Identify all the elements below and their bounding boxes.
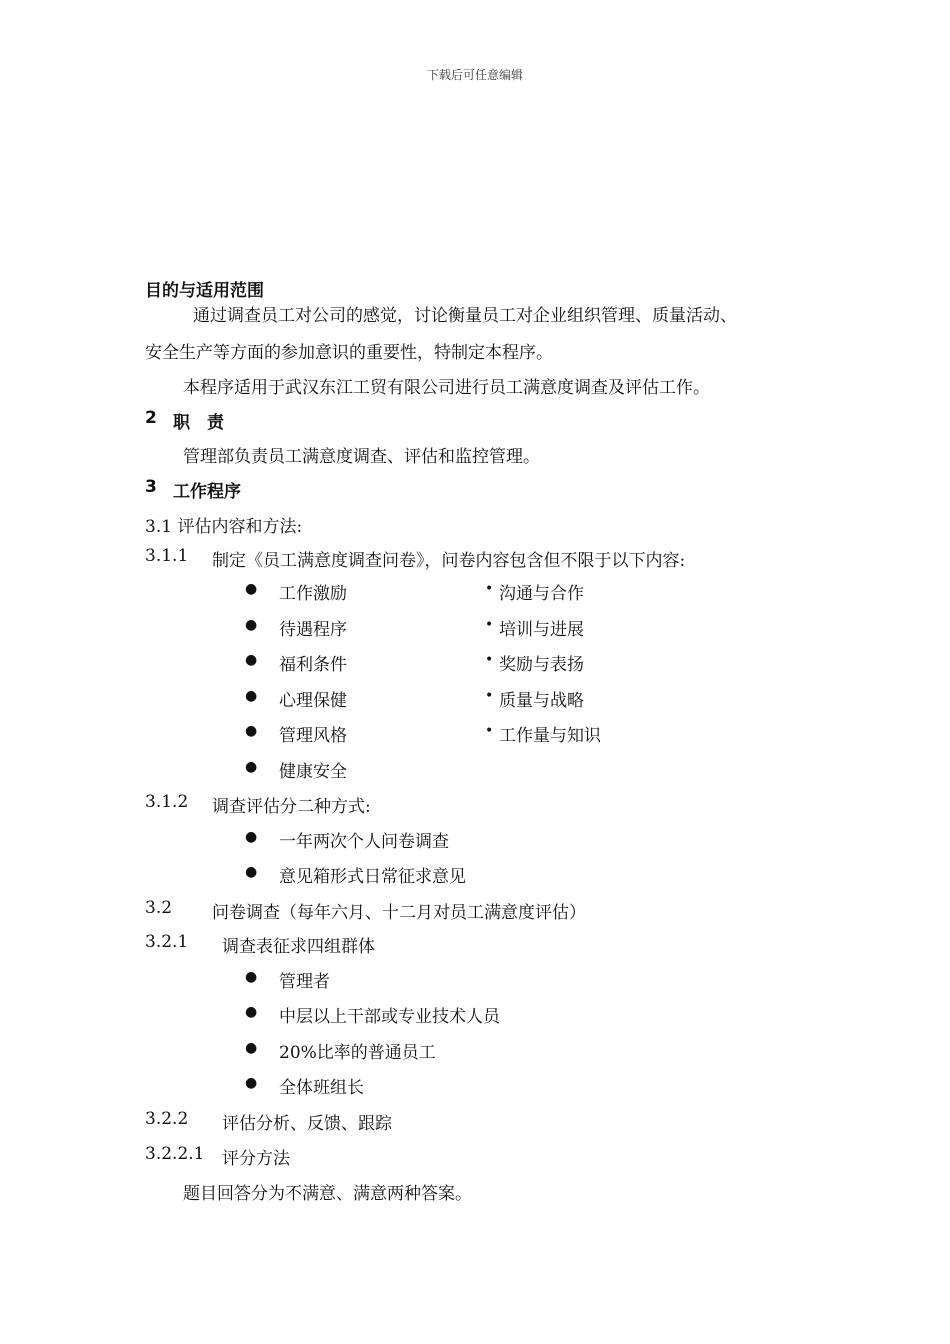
bullet-icon: ●	[245, 688, 258, 704]
list-item: 培训与进展	[499, 620, 584, 640]
list-item: 健康安全	[279, 762, 347, 782]
section-3-2-1-text: 调查表征求四组群体	[222, 937, 375, 957]
section-3-2-2-1-para: 题目回答分为不满意、满意两种答案。	[183, 1184, 472, 1204]
bullet-icon: ●	[245, 829, 258, 845]
section-3-2-text: 问卷调查（每年六月、十二月对员工满意度评估）	[212, 903, 586, 923]
section-1-para1-line2: 安全生产等方面的参加意识的重要性，特制定本程序。	[145, 343, 553, 363]
dot-icon: •	[485, 723, 494, 739]
list-item: 20%比率的普通员工	[279, 1043, 436, 1063]
section-3-2-2-1-text: 评分方法	[222, 1149, 290, 1169]
section-1-title: 目的与适用范围	[145, 281, 264, 301]
list-item: 管理风格	[279, 726, 347, 746]
dot-icon: •	[485, 581, 494, 597]
section-2-para: 管理部负责员工满意度调查、评估和监控管理。	[183, 447, 540, 467]
list-item: 奖励与表扬	[499, 655, 584, 675]
section-3-2-2-1-number: 3.2.2.1	[145, 1144, 205, 1164]
bullet-icon: ●	[245, 864, 258, 880]
list-item: 一年两次个人问卷调查	[279, 832, 449, 852]
list-item: 工作激励	[279, 584, 347, 604]
section-3-1-heading: 3.1 评估内容和方法:	[145, 517, 303, 537]
list-item: 工作量与知识	[499, 726, 601, 746]
bullet-icon: ●	[245, 617, 258, 633]
section-3-number: 3	[145, 477, 157, 497]
dot-icon: •	[485, 688, 494, 704]
bullet-icon: ●	[245, 1004, 258, 1020]
bullet-icon: ●	[245, 1075, 258, 1091]
list-item: 意见箱形式日常征求意见	[279, 867, 466, 887]
section-1-para2: 本程序适用于武汉东江工贸有限公司进行员工满意度调查及评估工作。	[183, 378, 710, 398]
section-3-1-1-text: 制定《员工满意度调查问卷》，问卷内容包含但不限于以下内容:	[212, 551, 686, 571]
section-3-2-2-number: 3.2.2	[145, 1109, 189, 1129]
section-3-2-1-number: 3.2.1	[145, 932, 189, 952]
section-2-title: 职 责	[173, 413, 224, 433]
dot-icon: •	[485, 652, 494, 668]
bullet-icon: ●	[245, 652, 258, 668]
list-item: 沟通与合作	[499, 584, 584, 604]
list-item: 福利条件	[279, 655, 347, 675]
section-3-1-1-number: 3.1.1	[145, 546, 189, 566]
list-item: 心理保健	[279, 691, 347, 711]
section-1-para1-line1: 通过调查员工对公司的感觉，讨论衡量员工对企业组织管理、质量活动、	[193, 306, 737, 326]
list-item: 全体班组长	[279, 1078, 364, 1098]
list-item: 中层以上干部或专业技术人员	[279, 1007, 500, 1027]
section-3-2-2-text: 评估分析、反馈、跟踪	[222, 1114, 392, 1134]
bullet-icon: ●	[245, 723, 258, 739]
list-item: 质量与战略	[499, 691, 584, 711]
section-3-1-2-text: 调查评估分二种方式:	[212, 797, 371, 817]
section-3-2-number: 3.2	[145, 898, 173, 918]
dot-icon: •	[485, 617, 494, 633]
section-3-title: 工作程序	[173, 482, 241, 502]
bullet-icon: ●	[245, 1040, 258, 1056]
bullet-icon: ●	[245, 759, 258, 775]
list-item: 待遇程序	[279, 620, 347, 640]
section-2-number: 2	[145, 408, 157, 428]
bullet-icon: ●	[245, 969, 258, 985]
bullet-icon: ●	[245, 581, 258, 597]
section-3-1-2-number: 3.1.2	[145, 792, 189, 812]
list-item: 管理者	[279, 972, 330, 992]
header-note: 下载后可任意编辑	[426, 68, 523, 82]
